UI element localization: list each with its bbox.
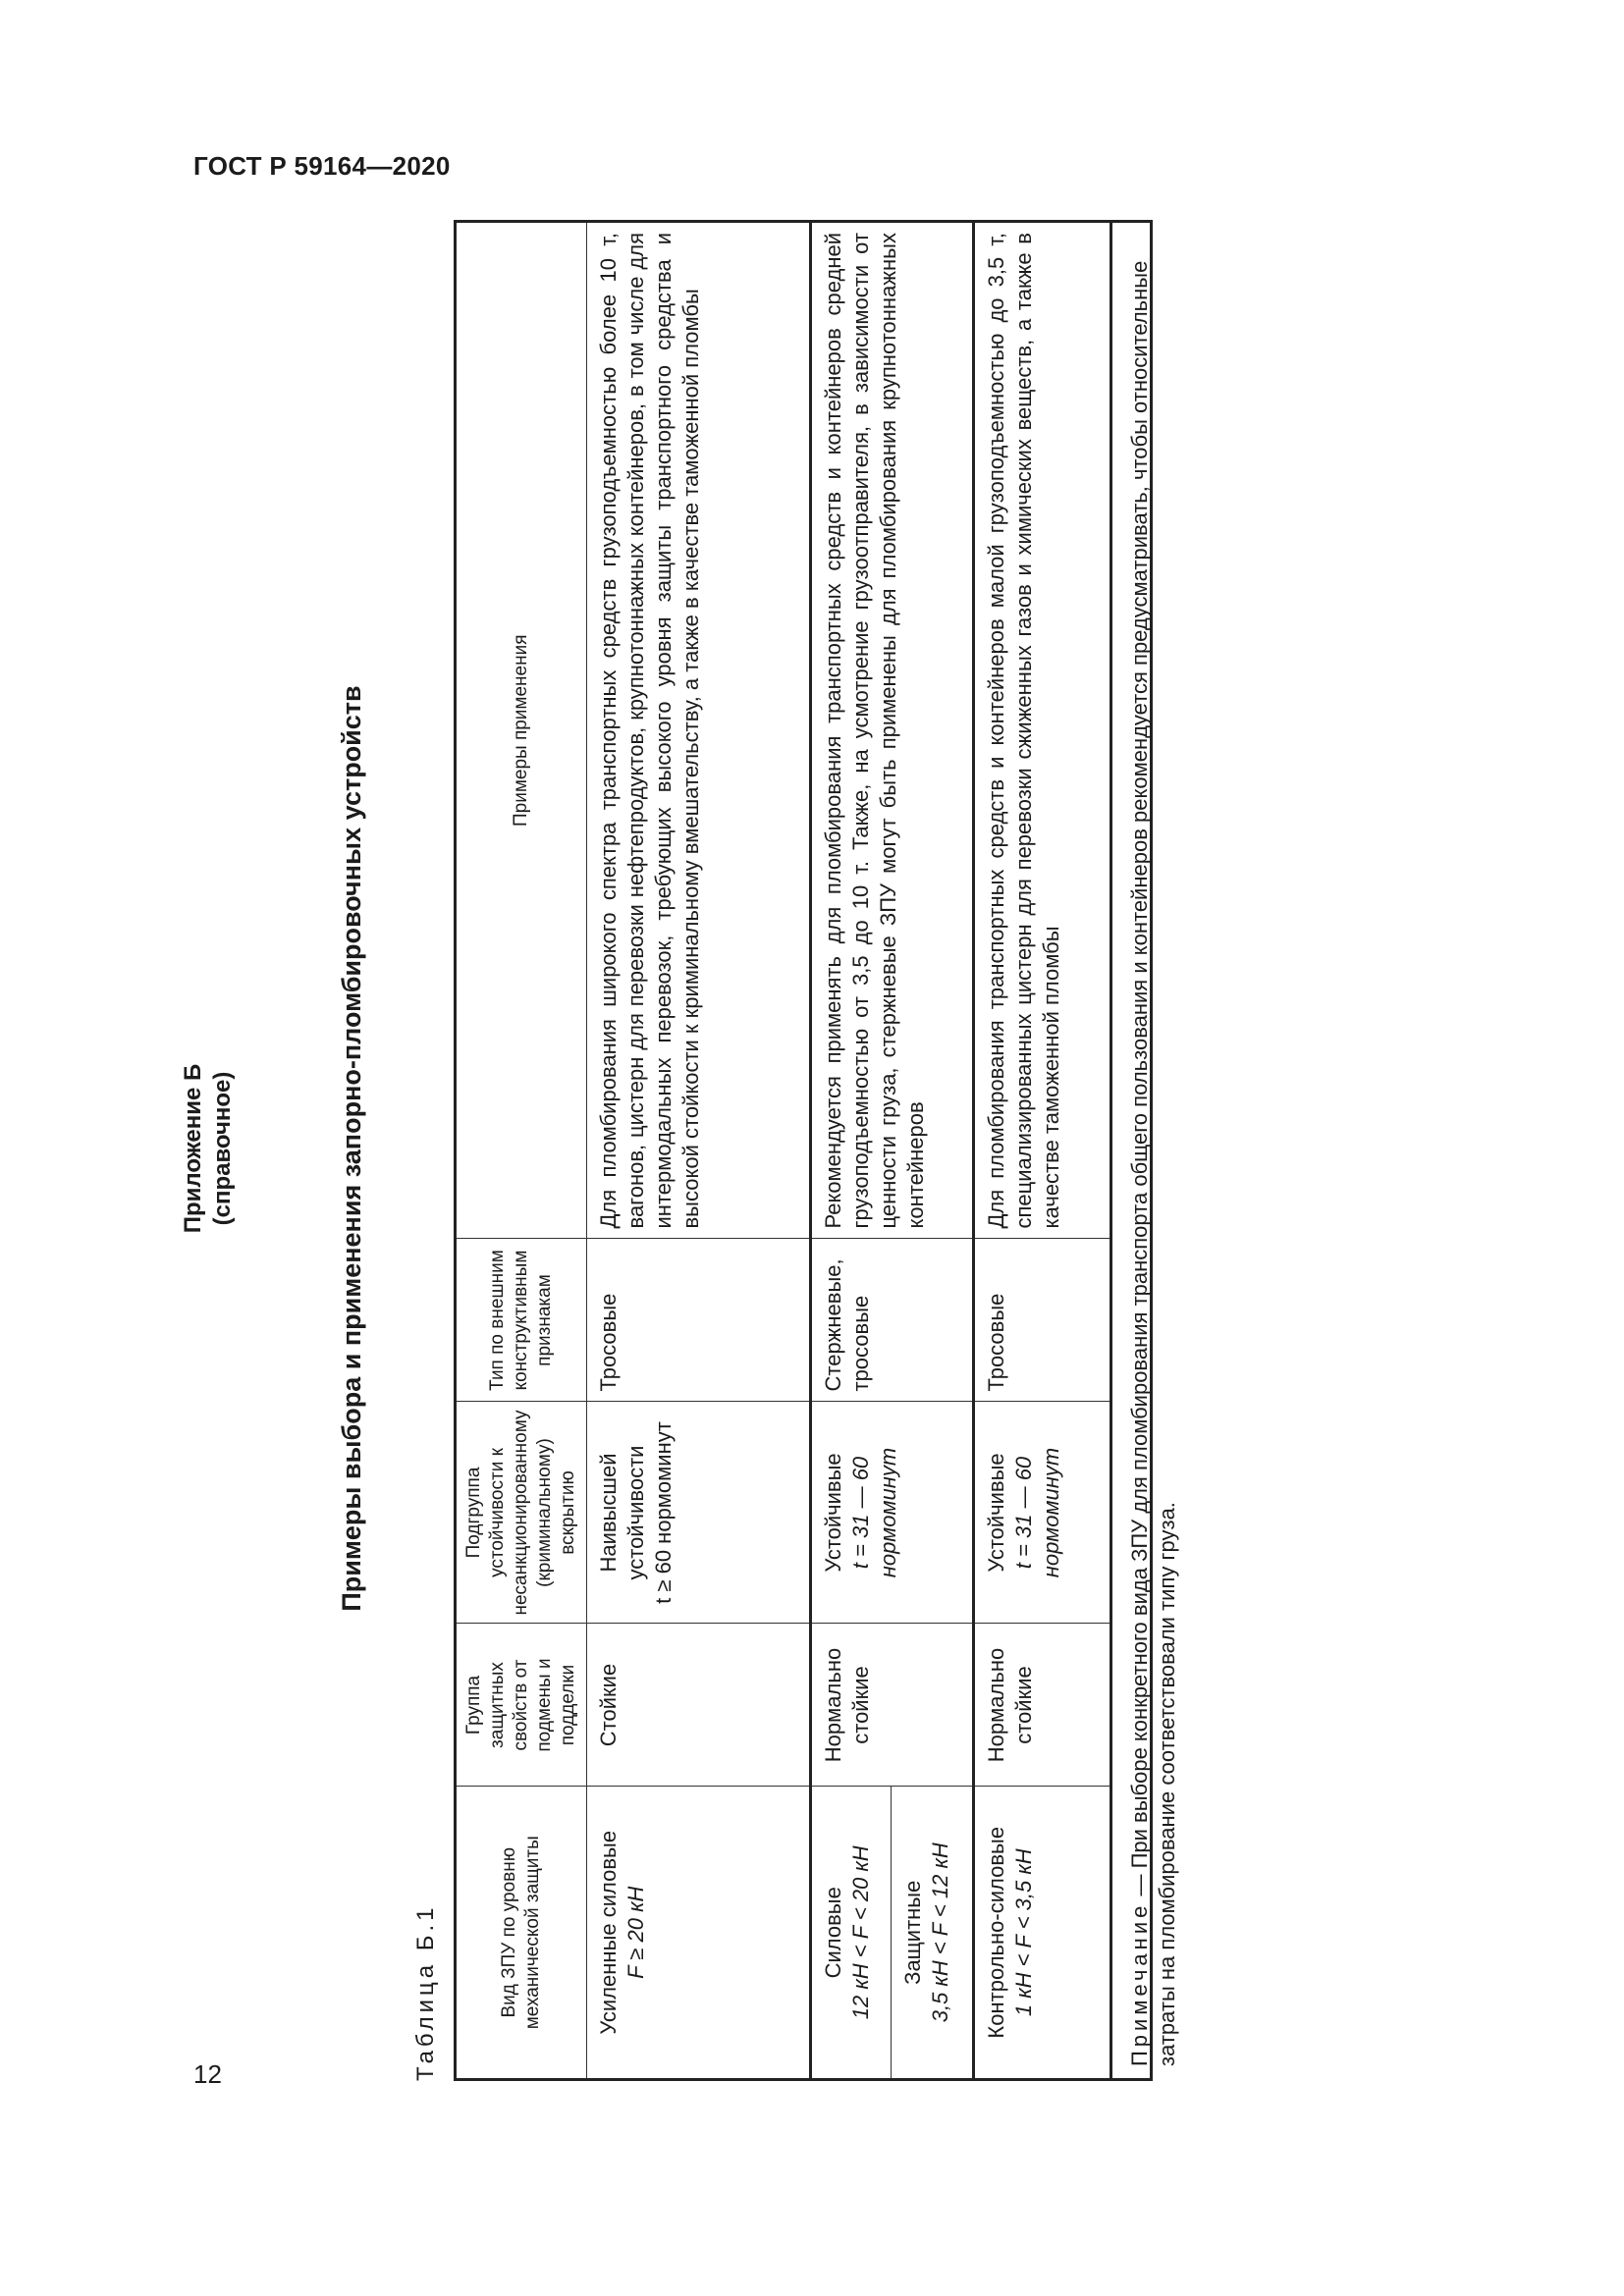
cell-type: Тросовые xyxy=(587,1239,811,1402)
note-label: Примечание xyxy=(1127,1901,1152,2066)
document-id: ГОСТ Р 59164—2020 xyxy=(193,151,451,181)
table-caption: Таблица Б.1 xyxy=(412,1903,439,2081)
table-row xyxy=(587,223,811,2078)
cell-subgroup: Устойчивые t = 31 — 60 нормоминут xyxy=(811,1402,974,1624)
appendix-subtitle: (справочное) xyxy=(209,1071,236,1226)
cell-type: Тросовые xyxy=(974,1239,1111,1402)
appendix-heading xyxy=(179,216,238,2081)
cell-kind-protective: Защитные 3,5 кН < F < 12 кН xyxy=(892,1787,974,2078)
header-type: Тип по внешним конструктивным признакам xyxy=(457,1239,587,1402)
cell-subgroup: Наивысшей устойчивости t ≥ 60 нормоминут xyxy=(587,1402,811,1624)
section-title: Примеры выбора и применения запорно-пломбировочных устройств xyxy=(337,685,366,1612)
note-text: — При выборе конкретного вида ЗПУ для пломбирования транспорта общего пользования и контейнеров рекомендуется предусматривать, чтобы относительные затраты на пломбирование соответствовали типу груза. xyxy=(1127,260,1179,2066)
page-number: 12 xyxy=(193,2059,222,2089)
table-note-row xyxy=(1111,223,1196,2078)
cell-group: Нормально стойкие xyxy=(811,1624,974,1787)
cell-examples: Рекомендуется применять для пломбирования транспортных средств и контейнеров средней грузоподъемностью от 3,5 до 10 т. Также, на усмотрение грузоотправителя, в зависимости от ценности груза, стержневые ЗПУ могут быть применены для пломбирования крупнотоннажных контейнеров xyxy=(811,223,974,1239)
table-row xyxy=(974,223,1111,2078)
cell-examples: Для пломбирования транспортных средств и контейнеров малой грузоподъемностью до 3,5 т, специализированных цистерн для перевозки сжиженных газов и химических веществ, а также в качестве таможенной пломбы xyxy=(974,223,1111,1239)
header-group: Группа защитных свойств от подмены и подделки xyxy=(457,1624,587,1787)
table-frame xyxy=(454,220,1179,2081)
cell-group: Нормально стойкие xyxy=(974,1624,1111,1787)
table-header-row xyxy=(457,223,587,2078)
header-examples: Примеры применения xyxy=(457,223,587,1239)
cell-group: Стойкие xyxy=(587,1624,811,1787)
cell-kind: Контрольно-силовые 1 кН < F < 3,5 кН xyxy=(974,1787,1111,2078)
header-kind: Вид ЗПУ по уровню механической защиты xyxy=(457,1787,587,2078)
cell-subgroup: Устойчивые t = 31 — 60 нормоминут xyxy=(974,1402,1111,1624)
cell-kind-power: Силовые 12 кН < F < 20 кН xyxy=(811,1787,892,2078)
cell-examples: Для пломбирования широкого спектра транспортных средств грузоподъемностью более 10 т, вагонов, цистерн для перевозки нефтепродуктов, крупнотоннажных контейнеров, в том числе для интермодальных перевозок, требующих высокого уровня защиты транспортного средства и высокой стойкости к криминальному вмешательству, а также в качестве таможенной пломбы xyxy=(587,223,811,1239)
data-table xyxy=(457,223,1195,2078)
table-row xyxy=(811,223,892,2078)
cell-kind: Усиленные силовые F ≥ 20 кН xyxy=(587,1787,811,2078)
rotated-content xyxy=(177,216,1179,2081)
header-subgroup: Подгруппа устойчивости к несанкционированному (криминальному) вскрытию xyxy=(457,1402,587,1624)
appendix-title: Приложение Б xyxy=(180,1063,206,1234)
table-note xyxy=(1111,223,1196,2078)
cell-type: Стержневые, тросовые xyxy=(811,1239,974,1402)
